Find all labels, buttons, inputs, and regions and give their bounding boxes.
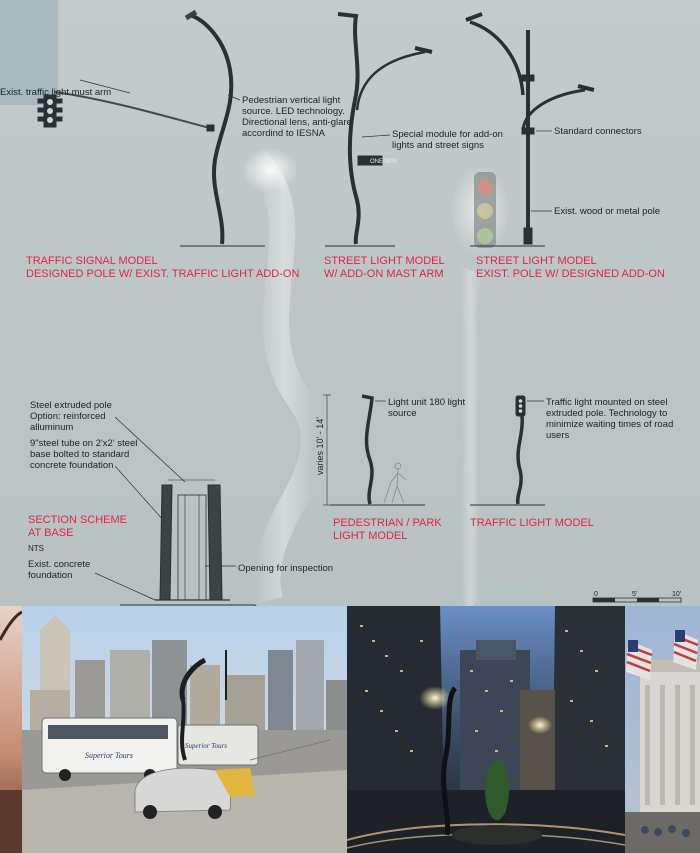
scale-tick-0: 0 [594, 591, 598, 598]
title-street-exist-1: STREET LIGHT MODEL [476, 255, 597, 267]
arm-connector [207, 125, 214, 131]
label-steel-tube: 9"steel tube on 2'x2' steel base bolted to standard concrete foundation [30, 438, 138, 471]
bus-logo-left: Superior Tours [85, 751, 133, 760]
photo-day-street [22, 606, 347, 853]
traffic-signal-model [38, 12, 265, 246]
label-steel-extruded: Steel extruded pole Option: reinforced alluminum [30, 400, 112, 433]
title-section-1: SECTION SCHEME [28, 514, 128, 526]
title-street-mast-2: W/ ADD-ON MAST ARM [324, 268, 444, 280]
label-pedestrian-source: Pedestrian vertical light source. LED technology. Directional lens, anti-glare accordind to IESNA [242, 95, 352, 139]
ghost-ribbon-right [461, 270, 480, 600]
title-traffic-light-model: TRAFFIC LIGHT MODEL [470, 517, 594, 529]
pedestrian-figure [384, 463, 406, 503]
label-light-unit: Light unit 180 light source [388, 397, 466, 419]
scale-bar [593, 598, 681, 602]
label-traffic-arm: Exist. traffic light must arm [0, 87, 112, 98]
label-opening: Opening for inspection [238, 563, 334, 574]
light-glow [242, 148, 298, 192]
photo-night-avenue [347, 606, 625, 853]
one-way-sign-text: ONE WAY [370, 159, 398, 165]
title-street-exist-2: EXIST. POLE W/ DESIGNED ADD-ON [476, 268, 665, 280]
scale-tick-10: 10' [672, 591, 682, 598]
label-standard-connectors: Standard connectors [554, 126, 642, 137]
title-street-mast-1: STREET LIGHT MODEL [324, 255, 445, 267]
scale-tick-5: 5' [632, 591, 638, 598]
bus-logo-right: Superior Tours [185, 742, 227, 750]
label-exist-pole: Exist. wood or metal pole [554, 206, 661, 217]
title-traffic-signal-2: DESIGNED POLE W/ EXIST. TRAFFIC LIGHT ADD-ON [26, 268, 300, 280]
title-pedestrian-2: LIGHT MODEL [333, 530, 408, 542]
connector-bottom [522, 128, 534, 134]
photo-strip [0, 606, 700, 853]
title-traffic-signal-1: TRAFFIC SIGNAL MODEL [26, 255, 158, 267]
title-section-2: AT BASE [28, 527, 74, 539]
title-pedestrian-1: PEDESTRIAN / PARK [333, 517, 442, 529]
label-special-module: Special module for add-on lights and street signs [392, 129, 503, 151]
connector-top [522, 75, 534, 81]
ghost-ribbon-left [255, 160, 314, 600]
ghost-traffic-signal [474, 172, 496, 248]
height-dimension-label: varies 10' - 14' [315, 417, 325, 475]
label-nts: NTS [28, 544, 44, 553]
label-exist-foundation: Exist. concrete foundation [28, 559, 91, 581]
label-traffic-mounted: Traffic light mounted on steel extruded pole. Technology to minimize waiting times of road users [546, 397, 674, 441]
photo-stock-exchange [625, 606, 700, 853]
